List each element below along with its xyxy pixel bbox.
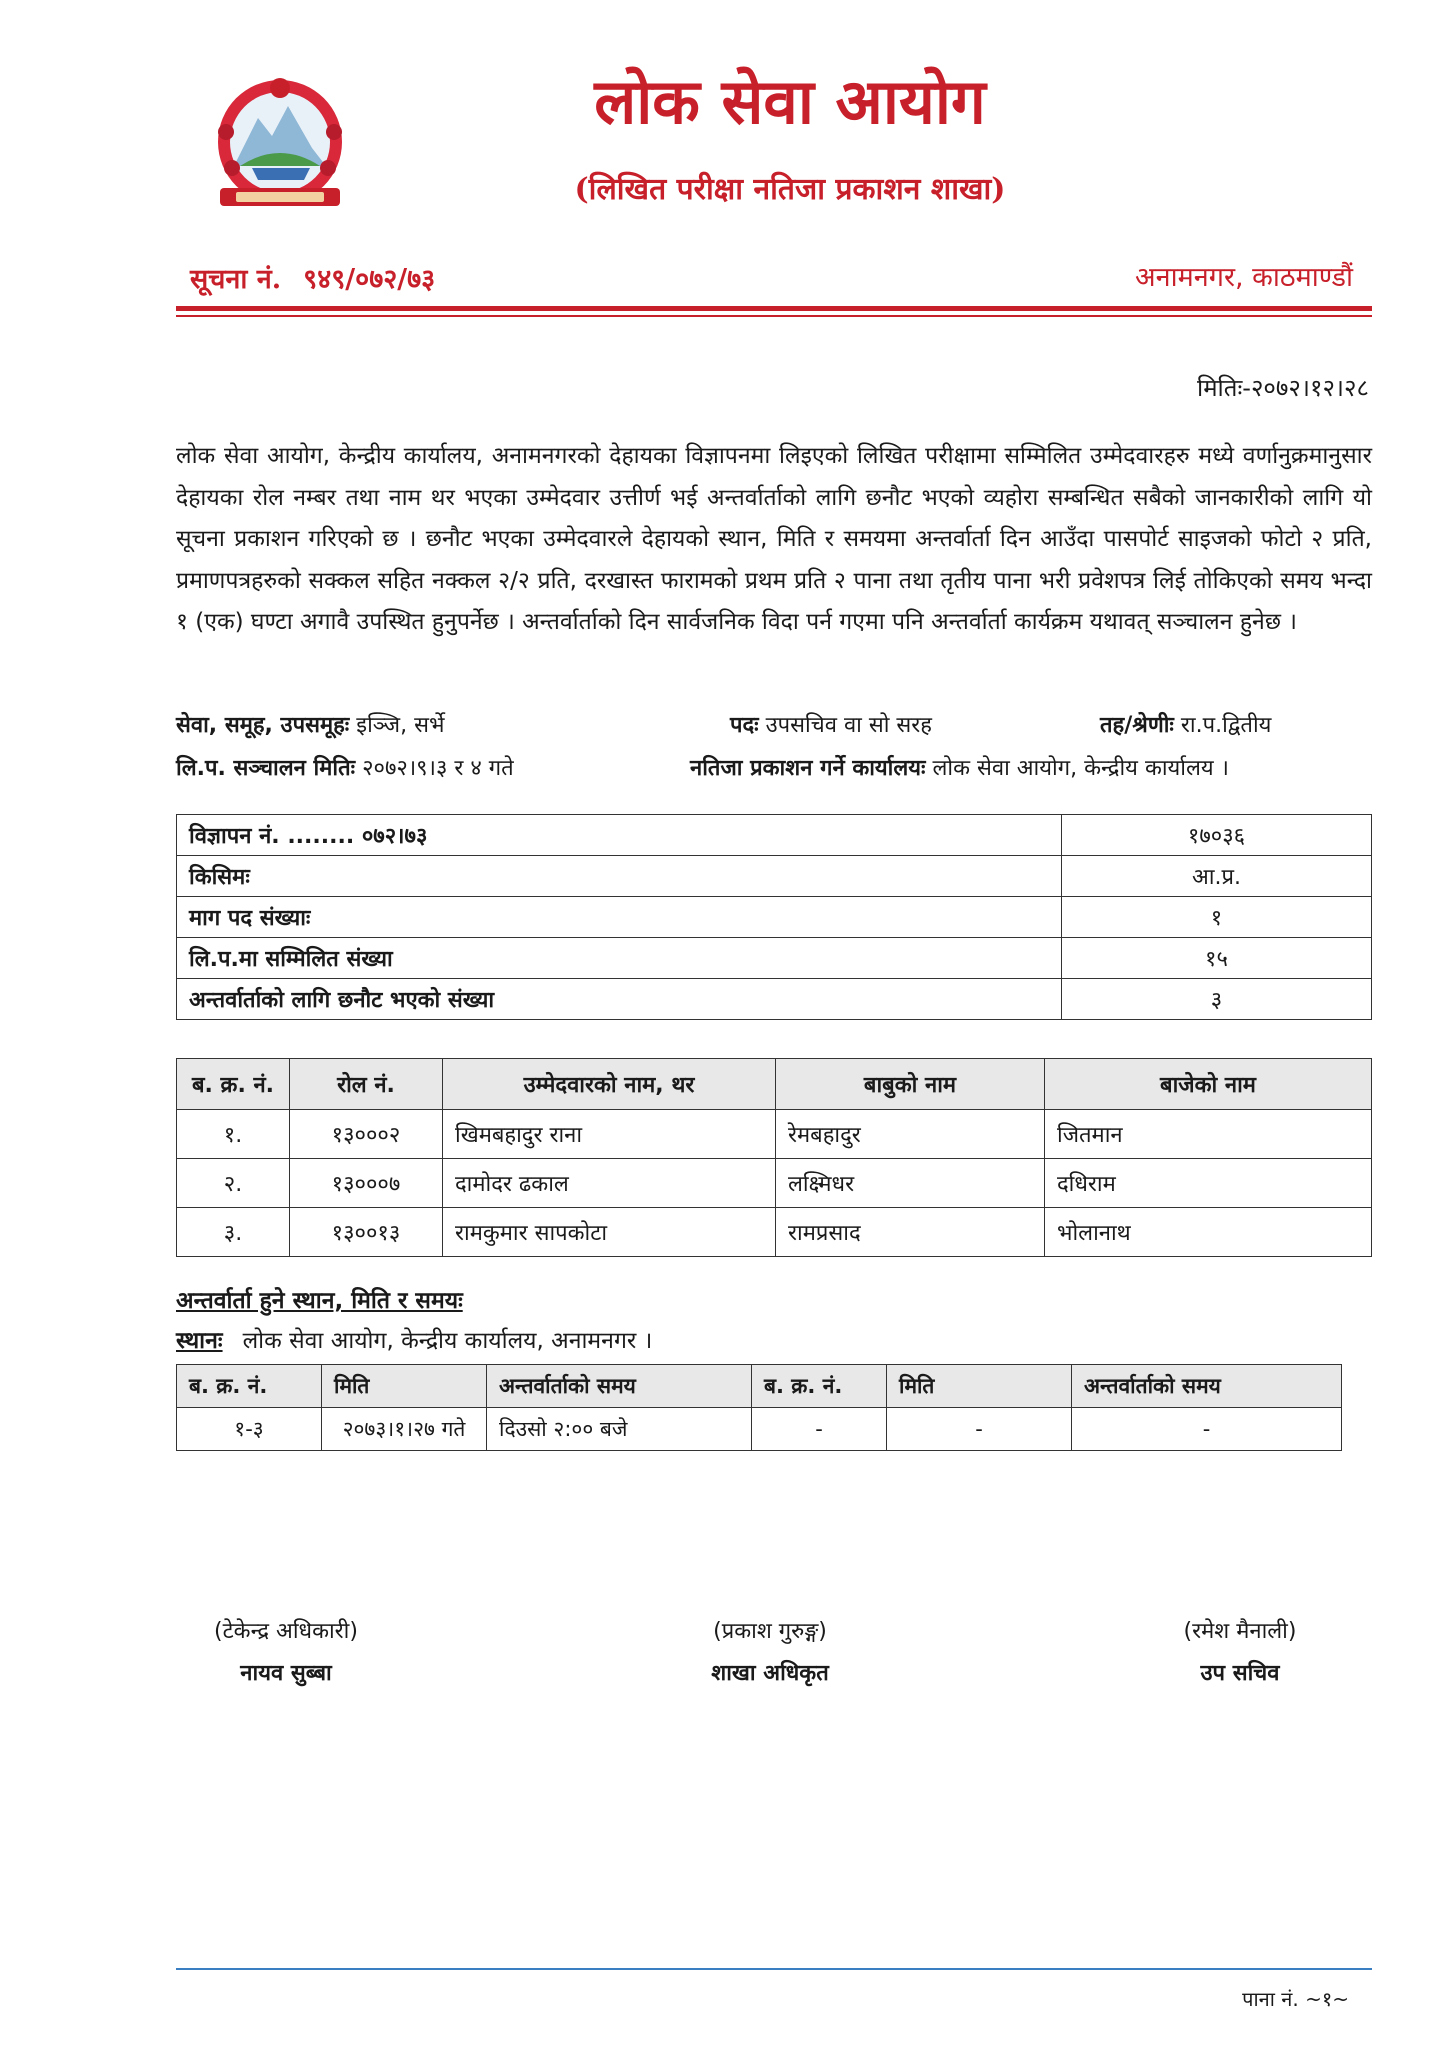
- post-value: उपसचिव वा सो सरह: [765, 713, 932, 738]
- interview-date-cell: २०७३।१।२७ गते: [322, 1408, 487, 1451]
- father-name-cell: रामप्रसाद: [776, 1208, 1045, 1257]
- summary-label: किसिमः: [177, 856, 1062, 897]
- summary-value: १५: [1062, 938, 1372, 979]
- column-header: ब. क्र. नं.: [177, 1365, 322, 1408]
- date-cell-empty: -: [887, 1408, 1072, 1451]
- level-value: रा.प.द्वितीय: [1180, 713, 1272, 738]
- column-header: बाबुको नाम: [776, 1059, 1045, 1110]
- column-header: ब. क्र. नं.: [752, 1365, 887, 1408]
- table-row: [177, 897, 1372, 938]
- serial-cell: २.: [177, 1159, 290, 1208]
- notice-label: सूचना नं.: [190, 264, 282, 295]
- summary-value: आ.प्र.: [1062, 856, 1372, 897]
- office-address: अनामनगर, काठमाण्डौं: [1135, 262, 1353, 293]
- candidate-name-cell: रामकुमार सापकोटा: [443, 1208, 776, 1257]
- table-row: [177, 1159, 1372, 1208]
- interview-heading: अन्तर्वार्ता हुने स्थान, मिति र समयः: [176, 1288, 463, 1314]
- notice-number-line: [190, 262, 435, 298]
- summary-label: विज्ञापन नं. ........ ०७२।७३: [177, 815, 1062, 856]
- publishing-office-info: [690, 754, 1229, 784]
- office-label: नतिजा प्रकाशन गर्ने कार्यालयः: [690, 756, 926, 781]
- interview-schedule-table: [176, 1364, 1342, 1451]
- exam-date-label: लि.प. सञ्चालन मितिः: [176, 756, 356, 781]
- table-row: [177, 1208, 1372, 1257]
- level-info: [1100, 711, 1271, 741]
- signatory-name: (रमेश मैनाली): [1183, 1619, 1297, 1644]
- signatory-designation: उप सचिव: [1200, 1661, 1280, 1686]
- page-number: पाना नं. ~१~: [1242, 1987, 1349, 2011]
- summary-value: १: [1062, 897, 1372, 938]
- roll-number-cell: १३०००२: [290, 1110, 443, 1159]
- header-divider: [176, 306, 1372, 311]
- signatory-name: (प्रकाश गुरुङ्ग): [713, 1619, 827, 1644]
- branch-subtitle: (लिखित परीक्षा नतिजा प्रकाशन शाखा): [574, 172, 1006, 207]
- venue-value: लोक सेवा आयोग, केन्द्रीय कार्यालय, अनामनगर ।: [242, 1328, 653, 1354]
- table-row: [177, 1408, 1342, 1451]
- interview-venue: [176, 1326, 652, 1356]
- summary-label: लि.प.मा सम्मिलित संख्या: [177, 938, 1062, 979]
- signature-block-3: [1090, 1616, 1390, 1690]
- table-header-row: [177, 1059, 1372, 1110]
- table-header-row: [177, 1365, 1342, 1408]
- roll-number-cell: १३०००७: [290, 1159, 443, 1208]
- signature-block-1: [136, 1616, 436, 1690]
- grandfather-name-cell: भोलानाथ: [1045, 1208, 1372, 1257]
- father-name-cell: रेमबहादुर: [776, 1110, 1045, 1159]
- table-row: [177, 856, 1372, 897]
- table-row: [177, 938, 1372, 979]
- footer-divider: [176, 1968, 1372, 1970]
- level-label: तह/श्रेणीः: [1100, 713, 1174, 738]
- candidate-name-cell: दामोदर ढकाल: [443, 1159, 776, 1208]
- summary-label: माग पद संख्याः: [177, 897, 1062, 938]
- selected-candidates-table: [176, 1058, 1372, 1257]
- service-label: सेवा, समूह, उपसमूहः: [176, 713, 350, 738]
- signatory-name: (टेकेन्द्र अधिकारी): [214, 1619, 358, 1644]
- summary-value: ३: [1062, 979, 1372, 1020]
- office-value: लोक सेवा आयोग, केन्द्रीय कार्यालय ।: [932, 756, 1229, 781]
- summary-label: अन्तर्वार्ताको लागि छनौट भएको संख्या: [177, 979, 1062, 1020]
- serial-cell-empty: -: [752, 1408, 887, 1451]
- grandfather-name-cell: जितमान: [1045, 1110, 1372, 1159]
- venue-label: स्थानः: [176, 1328, 223, 1354]
- column-header: मिति: [322, 1365, 487, 1408]
- post-label: पदः: [730, 713, 759, 738]
- interview-time-cell: दिउसो २:०० बजे: [487, 1408, 752, 1451]
- column-header: अन्तर्वार्ताको समय: [1072, 1365, 1342, 1408]
- table-row: [177, 1110, 1372, 1159]
- column-header: अन्तर्वार्ताको समय: [487, 1365, 752, 1408]
- service-value: इञ्जि, सर्भे: [356, 713, 445, 738]
- signatory-designation: नायव सुब्बा: [240, 1661, 332, 1686]
- column-header: ब. क्र. नं.: [177, 1059, 290, 1110]
- signatory-designation: शाखा अधिकृत: [711, 1661, 829, 1686]
- column-header: मिति: [887, 1365, 1072, 1408]
- column-header: बाजेको नाम: [1045, 1059, 1372, 1110]
- table-row: [177, 815, 1372, 856]
- service-group: [176, 711, 444, 741]
- notice-body: लोक सेवा आयोग, केन्द्रीय कार्यालय, अनामनगरको देहायका विज्ञापनमा लिइएको लिखित परीक्षामा सम्मिलित उम्मेदवारहरु मध्ये वर्णानुक्रमानुसार देहायका रोल नम्बर तथा नाम थर भएका उम्मेदवार उत्तीर्ण भई अन्तर्वार्ताको लागि छनौट भएको व्यहोरा सम्बन्धित सबैको जानकारीको लागि यो सूचना प्रकाशन गरिएको छ । छनौट भएका उम्मेदवारले देहायको स्थान, मिति र समयमा अन्तर्वार्ता दिन आउँदा पासपोर्ट साइजको फोटो २ प्रति, प्रमाणपत्रहरुको सक्कल सहित नक्कल २/२ प्रति, दरखास्त फारामको प्रथम प्रति २ पाना तथा तृतीय पाना भरी प्रवेशपत्र लिई तोकिएको समय भन्दा १ (एक) घण्टा अगावै उपस्थित हुनुपर्नेछ । अन्तर्वार्ताको दिन सार्वजनिक विदा पर्न गएमा पनि अन्तर्वार्ता कार्यक्रम यथावत् सञ्चालन हुनेछ ।: [176, 443, 1372, 635]
- candidate-name-cell: खिमबहादुर राना: [443, 1110, 776, 1159]
- grandfather-name-cell: दधिराम: [1045, 1159, 1372, 1208]
- organization-title: लोक सेवा आयोग: [594, 65, 986, 138]
- serial-cell: ३.: [177, 1208, 290, 1257]
- header-divider-thin: [176, 315, 1372, 317]
- serial-cell: १.: [177, 1110, 290, 1159]
- father-name-cell: लक्ष्मिधर: [776, 1159, 1045, 1208]
- advertisement-summary-table: [176, 814, 1372, 1020]
- summary-value: १७०३६: [1062, 815, 1372, 856]
- column-header: रोल नं.: [290, 1059, 443, 1110]
- table-row: [177, 979, 1372, 1020]
- serial-range-cell: १-३: [177, 1408, 322, 1451]
- exam-date-info: [176, 754, 514, 784]
- column-header: उम्मेदवारको नाम, थर: [443, 1059, 776, 1110]
- post-info: [730, 711, 932, 741]
- signature-block-2: [620, 1616, 920, 1690]
- exam-date-value: २०७२।९।३ र ४ गते: [362, 756, 514, 781]
- notice-date: मितिः-२०७२।१२।२८: [1196, 374, 1369, 402]
- notice-number: ९४९/०७२/७३: [303, 264, 436, 295]
- time-cell-empty: -: [1072, 1408, 1342, 1451]
- roll-number-cell: १३००१३: [290, 1208, 443, 1257]
